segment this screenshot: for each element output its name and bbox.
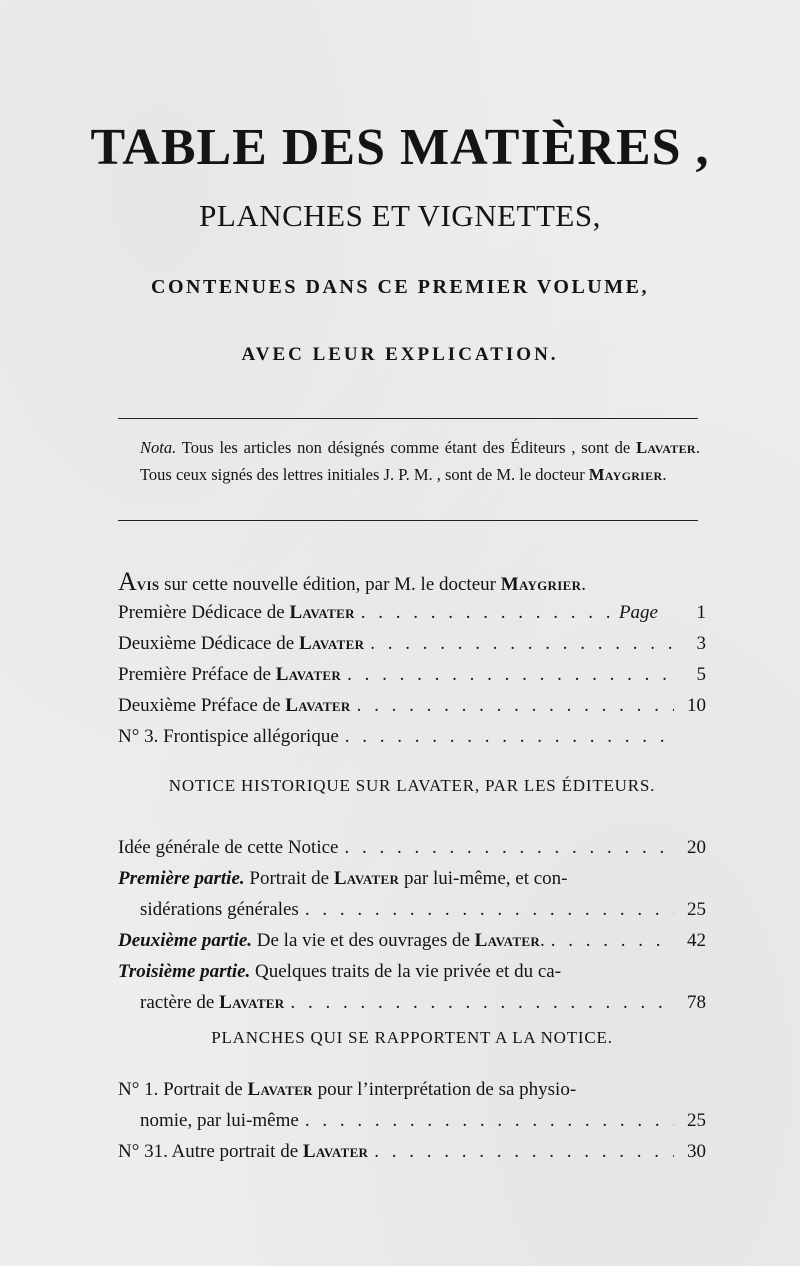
leader-dots (361, 597, 613, 628)
entry-name: Lavater (474, 930, 541, 951)
toc-entry-avis (118, 566, 706, 597)
page-label: Page (618, 602, 658, 623)
toc-entry-continuation (118, 987, 706, 1018)
part-label: Troisième partie. (118, 961, 251, 982)
entry-name: Lavater (275, 664, 342, 685)
entry-name: Lavater (333, 868, 400, 889)
toc-entry (118, 1074, 706, 1105)
toc-entry (118, 956, 706, 987)
leader-dots (305, 1105, 674, 1136)
entry-text: Deuxième Préface de (118, 695, 286, 716)
nota-paragraph (118, 434, 700, 488)
entry-text: ractère de (140, 992, 220, 1013)
top-rule (118, 418, 698, 419)
nota-lavater: Lavater (636, 438, 696, 457)
section-heading-planches: PLANCHES QUI SE RAPPORTENT A LA NOTICE. (211, 1028, 613, 1047)
toc-entry (118, 832, 706, 863)
entry-text: nomie, par lui-même (140, 1110, 299, 1131)
part-label: Deuxième partie. (118, 930, 253, 951)
page-number: 3 (696, 633, 706, 654)
toc-section-2 (118, 832, 706, 1018)
toc-entry (118, 597, 706, 628)
page-title: TABLE DES MATIÈRES , (90, 119, 710, 176)
entry-text: sidérations générales (140, 899, 299, 920)
subtitle-contenues: CONTENUES DANS CE PREMIER VOLUME, (151, 276, 649, 298)
page-number: 25 (687, 899, 706, 920)
leader-dots (305, 894, 674, 925)
toc-entry (118, 721, 706, 752)
entry-text: Première Préface de (118, 664, 276, 685)
toc-entry (118, 863, 706, 894)
page-number: 10 (687, 695, 706, 716)
entry-text: Deuxième Dédicace de (118, 633, 299, 654)
leader-dots (551, 925, 674, 956)
subtitle-planches: PLANCHES ET VIGNETTES, (199, 198, 601, 233)
leader-dots (357, 690, 674, 721)
page-number: 42 (687, 930, 706, 951)
toc-entry (118, 690, 706, 721)
page-number: 78 (687, 992, 706, 1013)
avis-sc: vis (136, 574, 160, 595)
leader-dots (345, 721, 674, 752)
leader-dots (370, 628, 674, 659)
nota-label: Nota. (140, 438, 177, 457)
entry-text: N° 3. Frontispice allégorique (118, 726, 339, 747)
toc-entry (118, 925, 706, 956)
entry-text: Idée générale de cette Notice (118, 837, 339, 858)
entry-text: De la vie et des ouvrages de (252, 930, 475, 951)
avis-name: Maygrier (500, 574, 582, 595)
entry-text: N° 1. Portrait de (118, 1079, 248, 1100)
subtitle-explication: AVEC LEUR EXPLICATION. (241, 344, 559, 365)
entry-name: Lavater (219, 992, 285, 1013)
avis-cap: A (118, 567, 137, 596)
avis-end: . (581, 574, 587, 595)
page-number: 20 (687, 837, 706, 858)
section-heading-notice: NOTICE HISTORIQUE SUR LAVATER, PAR LES ÉDITEURS. (168, 776, 656, 795)
leader-dots (290, 987, 674, 1018)
part-label: Première partie. (118, 868, 245, 889)
leader-dots (374, 1136, 674, 1167)
nota-text-2: . Tous ceux signés des lettres initiales J. P. M. , sont de M. le docteur (140, 438, 700, 484)
entry-text: pour l’interprétation de sa physio- (312, 1079, 577, 1100)
avis-text: sur cette nouvelle édition, par M. le docteur (159, 574, 501, 595)
entry-text: Première Dédicace de (118, 602, 290, 623)
page-number: 5 (696, 664, 706, 685)
toc-section-1 (118, 566, 706, 752)
entry-name: Lavater (302, 1141, 369, 1162)
leader-dots (347, 659, 674, 690)
toc-entry (118, 628, 706, 659)
entry-name: Lavater (247, 1079, 313, 1100)
entry-text: par lui-même, et con- (399, 868, 568, 889)
bottom-rule (118, 520, 698, 521)
toc-entry-continuation (118, 894, 706, 925)
toc-entry (118, 659, 706, 690)
leader-dots (344, 832, 674, 863)
entry-name: Lavater (298, 633, 365, 654)
entry-text: Quelques traits de la vie privée et du ca- (250, 961, 562, 982)
entry-text: . (540, 930, 545, 951)
entry-text: Portrait de (244, 868, 334, 889)
toc-section-3 (118, 1074, 706, 1167)
entry-text: N° 31. Autre portrait de (118, 1141, 303, 1162)
nota-end: . (662, 465, 667, 484)
toc-entry (118, 1136, 706, 1167)
page-number: 30 (687, 1141, 706, 1162)
nota-maygrier: Maygrier (588, 465, 663, 484)
toc-entry-continuation (118, 1105, 706, 1136)
entry-name: Lavater (285, 695, 351, 716)
page-number: 25 (687, 1110, 706, 1131)
page-number: 1 (696, 602, 706, 623)
nota-text-1: Tous les articles non désignés comme étant des Éditeurs , sont de (176, 438, 637, 457)
entry-name: Lavater (289, 602, 355, 623)
